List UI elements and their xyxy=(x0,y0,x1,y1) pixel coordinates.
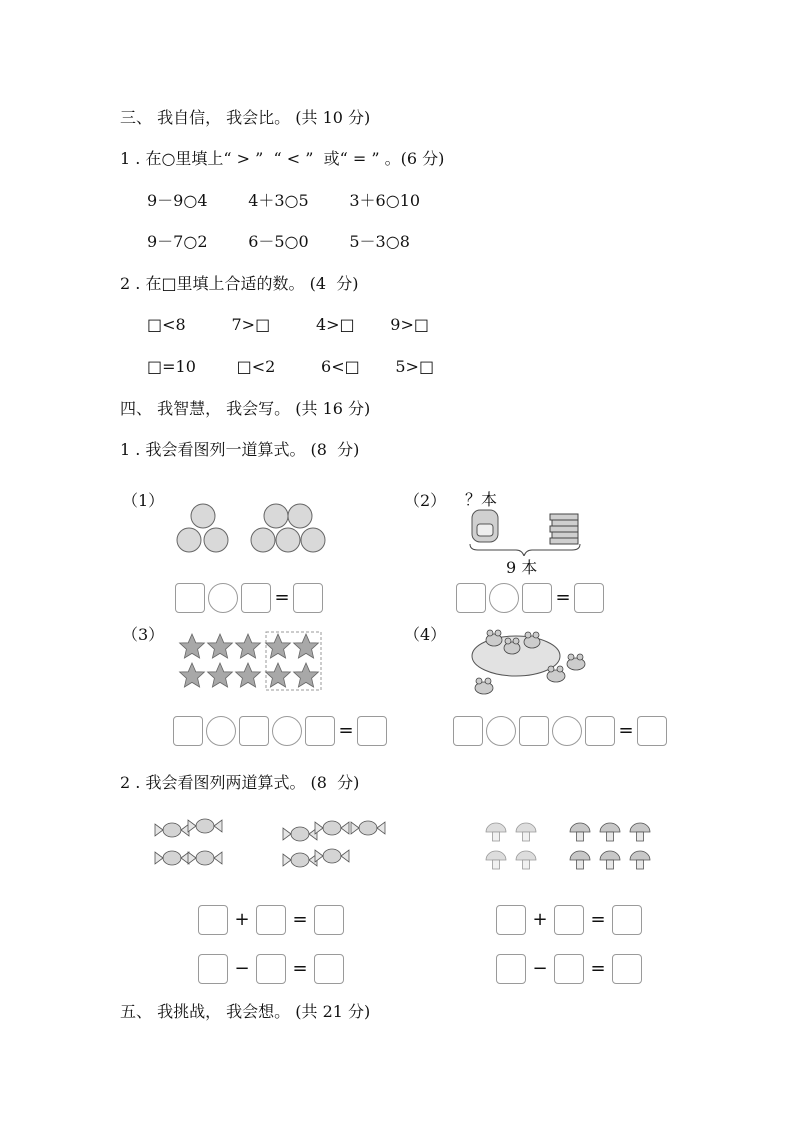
backpack-icon xyxy=(472,510,498,542)
equals-sign: = xyxy=(274,587,290,608)
mushrooms-picture xyxy=(478,818,663,878)
candy-icon xyxy=(188,819,222,833)
answer-box[interactable] xyxy=(522,583,552,613)
oranges-picture xyxy=(170,500,340,556)
question-4-1-prompt: 1 . 我会看图列一道算式。 (8 分) xyxy=(120,440,360,459)
frog-icon xyxy=(567,654,585,670)
section-4-title: 四、 我智慧， 我会写。 (共 16 分) xyxy=(120,399,371,418)
minus-sign: − xyxy=(532,958,548,979)
answer-box[interactable] xyxy=(241,583,271,613)
plus-sign: + xyxy=(532,909,548,930)
answer-box[interactable] xyxy=(314,905,344,935)
equals-sign: = xyxy=(590,958,606,979)
candy-icon xyxy=(155,823,189,837)
mushroom-icon xyxy=(486,851,506,869)
answer-box[interactable] xyxy=(453,716,483,746)
section-3-title: 三、 我自信， 我会比。 (共 10 分) xyxy=(120,108,371,127)
answer-box[interactable] xyxy=(554,954,584,984)
mushroom-icon xyxy=(630,823,650,841)
total-books-label: 9 本 xyxy=(506,558,538,577)
orange-icon xyxy=(177,528,201,552)
candy-icon xyxy=(155,851,189,865)
section-5-title: 五、 我挑战， 我会想。 (共 21 分) xyxy=(120,1002,371,1021)
equals-sign: = xyxy=(338,720,354,741)
question-3-2-row-1: □<8 7>□ 4>□ 9>□ xyxy=(147,315,429,334)
question-4-2-prompt: 2 . 我会看图列两道算式。 (8 分) xyxy=(120,773,360,792)
mushroom-icon xyxy=(570,823,590,841)
orange-icon xyxy=(191,504,215,528)
frog-icon xyxy=(547,666,565,682)
frog-icon xyxy=(524,632,540,648)
equals-sign: = xyxy=(292,958,308,979)
books-picture xyxy=(462,504,587,556)
star-icon xyxy=(294,634,319,658)
mushroom-icon xyxy=(630,851,650,869)
answer-box[interactable] xyxy=(239,716,269,746)
answer-box[interactable] xyxy=(496,905,526,935)
star-icon xyxy=(294,663,319,687)
answer-box[interactable] xyxy=(198,905,228,935)
answer-box[interactable] xyxy=(574,583,604,613)
answer-circle[interactable] xyxy=(208,583,238,613)
plus-sign: + xyxy=(234,909,250,930)
star-icon xyxy=(266,634,291,658)
equals-sign: = xyxy=(555,587,571,608)
answer-circle[interactable] xyxy=(489,583,519,613)
orange-icon xyxy=(301,528,325,552)
unknown-books-label: ？本 xyxy=(465,490,498,509)
mushroom-icon xyxy=(570,851,590,869)
answer-box[interactable] xyxy=(612,905,642,935)
picture-4-label: （4） xyxy=(404,625,447,644)
orange-icon xyxy=(276,528,300,552)
frogs-picture xyxy=(468,622,598,702)
mushroom-icon xyxy=(600,851,620,869)
answer-box[interactable] xyxy=(637,716,667,746)
star-icon xyxy=(208,634,233,658)
mushroom-icon xyxy=(486,823,506,841)
equals-sign: = xyxy=(292,909,308,930)
answer-box[interactable] xyxy=(585,716,615,746)
answer-circle[interactable] xyxy=(486,716,516,746)
answer-box[interactable] xyxy=(314,954,344,984)
star-icon xyxy=(208,663,233,687)
picture-1-label: （1） xyxy=(122,491,165,510)
question-3-2-row-2: □=10 □<2 6<□ 5>□ xyxy=(147,357,435,376)
orange-icon xyxy=(204,528,228,552)
answer-circle[interactable] xyxy=(272,716,302,746)
star-icon xyxy=(180,663,205,687)
picture-2-label: （2） xyxy=(404,491,447,510)
answer-box[interactable] xyxy=(554,905,584,935)
answer-box[interactable] xyxy=(256,954,286,984)
answer-box[interactable] xyxy=(612,954,642,984)
question-3-2-prompt: 2 . 在□里填上合适的数。 (4 分) xyxy=(120,274,359,293)
answer-box[interactable] xyxy=(519,716,549,746)
answer-box[interactable] xyxy=(496,954,526,984)
answer-box[interactable] xyxy=(293,583,323,613)
candy-icon xyxy=(315,821,349,835)
mushroom-icon xyxy=(516,823,536,841)
answer-box[interactable] xyxy=(305,716,335,746)
candy-icon xyxy=(315,849,349,863)
equals-sign: = xyxy=(618,720,634,741)
stars-picture xyxy=(176,630,326,692)
answer-box[interactable] xyxy=(456,583,486,613)
answer-box[interactable] xyxy=(175,583,205,613)
star-icon xyxy=(236,634,261,658)
picture-3-label: （3） xyxy=(122,625,165,644)
answer-box[interactable] xyxy=(256,905,286,935)
question-3-1-row-1: 9－9○4 4＋3○5 3＋6○10 xyxy=(147,191,421,210)
frog-icon xyxy=(475,678,493,694)
answer-box[interactable] xyxy=(357,716,387,746)
orange-icon xyxy=(251,528,275,552)
candy-icon xyxy=(351,821,385,835)
orange-icon xyxy=(264,504,288,528)
orange-icon xyxy=(288,504,312,528)
candy-icon xyxy=(188,851,222,865)
books-icon xyxy=(550,514,578,544)
candies-picture xyxy=(150,810,395,880)
mushroom-icon xyxy=(600,823,620,841)
answer-circle[interactable] xyxy=(206,716,236,746)
star-icon xyxy=(180,634,205,658)
frog-icon xyxy=(486,630,502,646)
answer-box[interactable] xyxy=(198,954,228,984)
mushroom-icon xyxy=(516,851,536,869)
candy-icon xyxy=(283,853,317,867)
answer-box[interactable] xyxy=(173,716,203,746)
star-icon xyxy=(236,663,261,687)
question-3-1-prompt: 1 . 在○里填上“ > ” “ < ” 或“ = ” 。(6 分) xyxy=(120,149,445,168)
star-icon xyxy=(266,663,291,687)
candy-icon xyxy=(283,827,317,841)
answer-circle[interactable] xyxy=(552,716,582,746)
question-3-1-row-2: 9－7○2 6－5○0 5－3○8 xyxy=(147,232,410,251)
minus-sign: − xyxy=(234,958,250,979)
equals-sign: = xyxy=(590,909,606,930)
